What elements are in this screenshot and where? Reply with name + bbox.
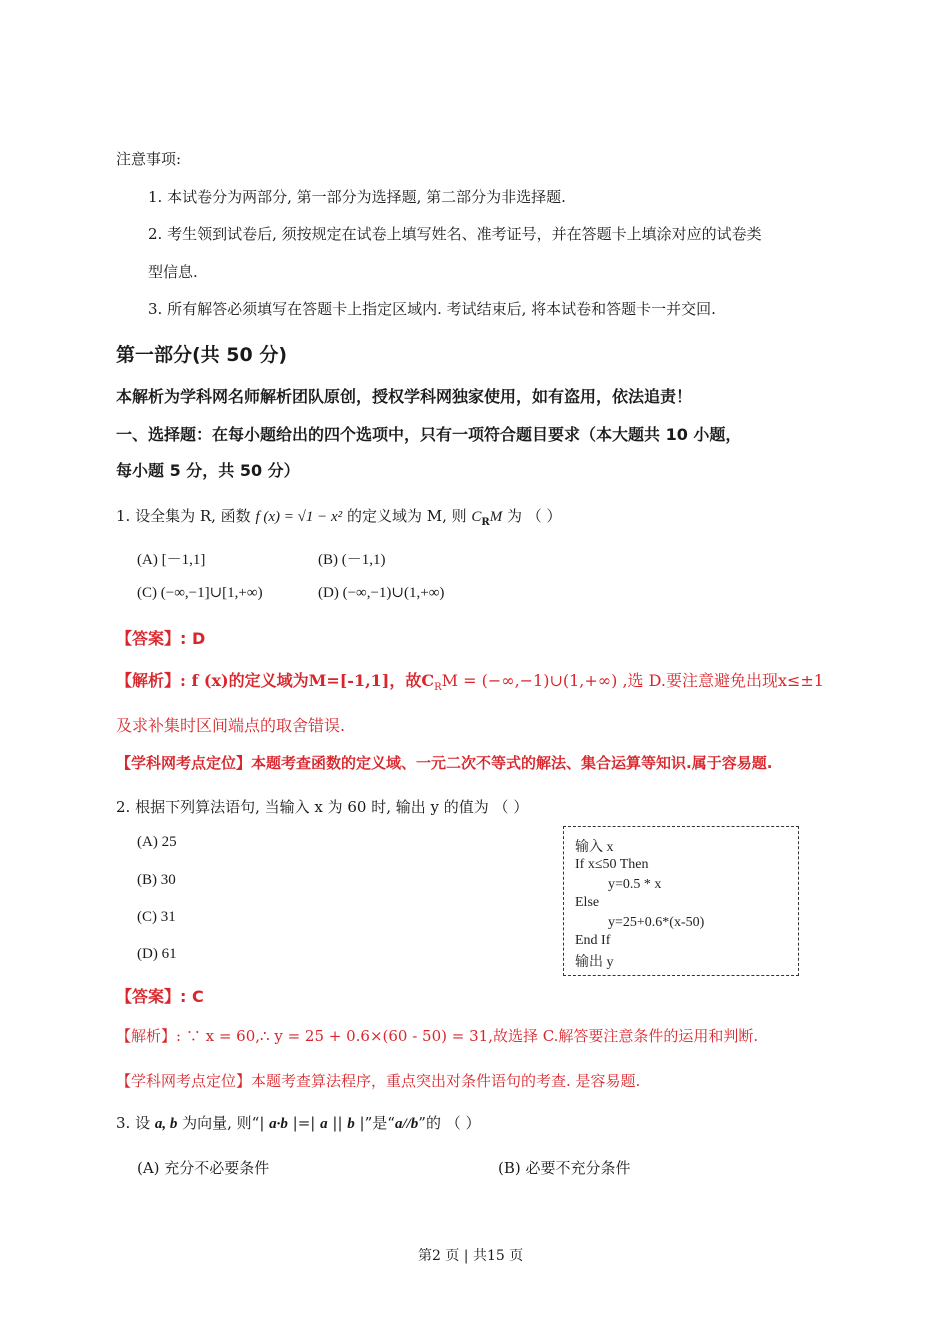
algo-line-3: y=0.5 * x: [608, 877, 662, 892]
q3-stem: [116, 1112, 481, 1133]
q3-option-a: (A) 充分不必要条件: [137, 1159, 270, 1177]
q1-stem-a: 1. 设全集为 R, 函数: [116, 507, 251, 525]
q3-stem-i: |”是“: [354, 1114, 395, 1132]
q2-option-c: (C) 31: [137, 909, 176, 925]
q3-stem-a: 3. 设: [116, 1114, 155, 1132]
q3-stem-c: 为向量, 则“|: [177, 1114, 270, 1132]
notice-item-3: 3. 所有解答必须填写在答题卡上指定区域内. 考试结束后, 将本试卷和答题卡一并交回.: [148, 300, 716, 318]
q1-option-c: (C) (−∞,−1]∪[1,+∞): [137, 585, 263, 601]
q1-knowledge-point: 【学科网考点定位】本题考查函数的定义域、一元二次不等式的解法、集合运算等知识.属于容易题.: [116, 754, 773, 772]
q3-stem-g: ||: [327, 1114, 348, 1132]
q1-stem-sub: R: [481, 517, 490, 528]
q1-stem-e: 为 （ ）: [502, 507, 562, 525]
q1-analysis-cont: 及求补集时区间端点的取舍错误.: [116, 716, 346, 735]
q2-analysis: 【解析】: ∵ x = 60,∴ y = 25 + 0.6×(60 - 50) = 31,故选择 C.解答要注意条件的运用和判断.: [116, 1027, 759, 1045]
q1-option-d: (D) (−∞,−1)∪(1,+∞): [318, 585, 445, 601]
q1-analysis-a: 【解析】: f (x)的定义域为M=[-1,1]，故C: [116, 671, 435, 690]
q3-option-b: (B) 必要不充分条件: [498, 1159, 631, 1177]
copyright-notice: 本解析为学科网名师解析团队原创，授权学科网独家使用，如有盗用，依法追责！: [116, 387, 693, 406]
algo-line-1: 输入 x: [575, 840, 614, 855]
q3-stem-f: a: [320, 1116, 328, 1132]
q1-analysis-sub: R: [434, 682, 442, 694]
q2-option-a: (A) 25: [137, 834, 177, 850]
q1-option-b: (B) (－1,1): [318, 552, 386, 568]
q1-stem-function: f (x) = √1 − x²: [255, 509, 343, 525]
q2-stem: 2. 根据下列算法语句, 当输入 x 为 60 时, 输出 y 的值为 （ ）: [116, 798, 529, 816]
q3-stem-e: |=|: [287, 1114, 321, 1132]
algo-line-6: End If: [575, 933, 611, 948]
page-footer: 第2 页 | 共15 页: [418, 1248, 524, 1264]
q1-analysis-b: M = (−∞,−1)∪(1,+∞) ,选 D.要注意避免出现x≤±1: [441, 671, 824, 690]
q2-knowledge-point: 【学科网考点定位】本题考查算法程序，重点突出对条件语句的考查. 是容易题.: [116, 1072, 641, 1090]
section-heading-cont: 每小题 5 分，共 50 分）: [116, 461, 300, 480]
q1-analysis: [116, 668, 824, 693]
part-title: 第一部分(共 50 分): [116, 344, 288, 366]
q1-option-a: (A) [－1,1]: [137, 552, 206, 568]
notice-item-2: 2. 考生领到试卷后, 须按规定在试卷上填写姓名、准考证号，并在答题卡上填涂对应的试卷类: [148, 225, 762, 243]
q1-stem-c: C: [471, 509, 482, 525]
q1-stem-b: 的定义域为 M, 则: [346, 507, 467, 525]
notice-item-2-cont: 型信息.: [148, 263, 198, 281]
notice-heading: 注意事项:: [116, 150, 182, 168]
algo-line-7: 输出 y: [575, 955, 614, 970]
algo-line-5: y=25+0.6*(x-50): [608, 915, 705, 930]
section-heading: 一、选择题：在每小题给出的四个选项中，只有一项符合题目要求（本大题共 10 小题，: [116, 425, 742, 444]
q3-stem-d: a·b: [269, 1116, 288, 1132]
q1-stem: [116, 505, 562, 528]
notice-item-1: 1. 本试卷分为两部分, 第一部分为选择题, 第二部分为非选择题.: [148, 188, 566, 206]
q2-option-d: (D) 61: [137, 946, 177, 962]
algo-line-2: If x≤50 Then: [575, 857, 649, 872]
q3-stem-b: a, b: [154, 1116, 178, 1132]
algorithm-box: [563, 826, 799, 976]
algo-line-4: Else: [575, 895, 600, 910]
q1-stem-d: M: [489, 509, 503, 525]
q3-stem-j: a//b: [394, 1116, 419, 1132]
q1-answer: 【答案】: D: [116, 629, 206, 648]
q2-answer: 【答案】: C: [116, 987, 204, 1006]
q3-stem-h: b: [347, 1116, 355, 1132]
q3-stem-k: ”的 （ ）: [418, 1114, 481, 1132]
q2-option-b: (B) 30: [137, 872, 176, 888]
